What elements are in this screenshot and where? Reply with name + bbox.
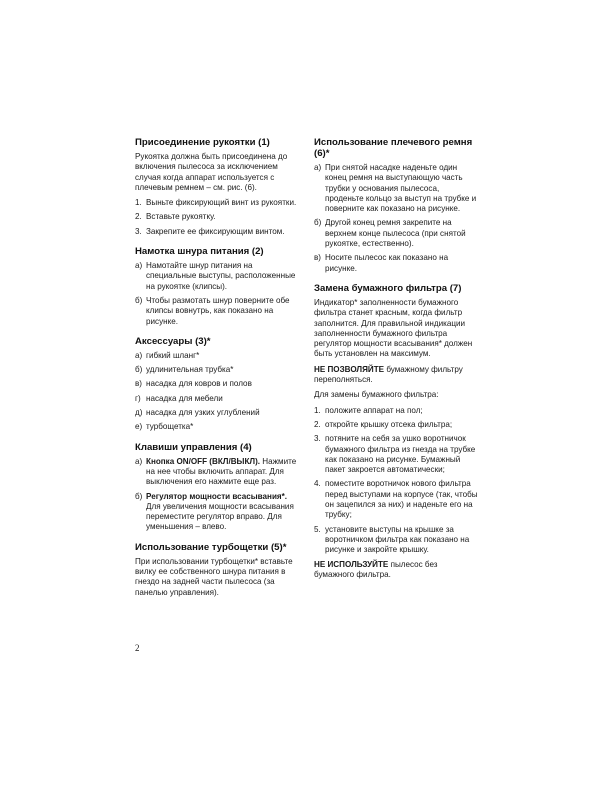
list-item	[135, 296, 302, 327]
list-marker: 4.	[314, 479, 321, 489]
section-filter-replacement	[314, 283, 478, 580]
list-item	[135, 379, 302, 389]
list-text: Другой конец ремня закрепите на верхнем конце пылесоса (при снятой рукоятке, естественно).	[325, 218, 466, 249]
lettered-list	[314, 163, 478, 274]
list-marker: в)	[135, 379, 142, 389]
paragraph: Для замены бумажного фильтра:	[314, 390, 439, 400]
paragraph: Индикатор* заполненности бумажного фильтра станет красным, когда фильтр заполнится. Для правильной индикации заполненности бумажного фильтра регулятор мощности всасывания* должен быть установлен на максимум.	[314, 297, 473, 359]
list-marker: е)	[135, 422, 143, 432]
list-text: При снятой насадке наденьте один конец ремня на выступающую часть трубки у основания пылесоса, проденьте кольцо за выступ на трубке и поверните как показано на рисунке.	[325, 163, 477, 214]
list-text: Чтобы размотать шнур поверните обе клипсы вовнутрь, как показано на рисунке.	[146, 295, 290, 326]
list-item	[314, 420, 478, 430]
list-text: потяните на себя за ушко воротничок бумажного фильтра из гнезда на трубке как показано на рисунке. Бумажный пакет закроется автоматически;	[325, 434, 476, 475]
list-item	[314, 218, 478, 249]
bold-term: НЕ ПОЗВОЛЯЙТЕ	[314, 364, 385, 374]
list-marker: а)	[135, 456, 143, 466]
numbered-list	[314, 406, 478, 556]
list-text: насадка для узких углублений	[146, 408, 260, 418]
lettered-list	[135, 261, 302, 327]
list-item	[135, 227, 302, 237]
page-number: 2	[135, 643, 140, 653]
list-text: Намотайте шнур питания на специальные выступы, расположенные на рукоятке (клипсы).	[146, 261, 296, 291]
list-text: поместите воротничок нового фильтра перед выступами на корпусе (так, чтобы он зацепился за них) и наденьте его на трубку;	[325, 479, 478, 520]
list-item	[314, 406, 478, 416]
list-marker: 2.	[135, 212, 142, 222]
list-text	[146, 492, 302, 533]
list-text: турбощетка*	[146, 422, 194, 432]
list-text: Выньте фиксирующий винт из рукоятки.	[146, 198, 297, 208]
lettered-list	[135, 351, 302, 433]
section-title: Намотка шнура питания (2)	[135, 246, 264, 258]
item-text: Для увеличения мощности всасывания переместите регулятор вправо. Для уменьшения – влево.	[146, 501, 294, 532]
section-title: Использование плечевого ремня (6)*	[314, 137, 473, 159]
section-turbobrush	[135, 542, 302, 598]
list-marker: 5.	[314, 524, 321, 534]
section-title: Клавиши управления (4)	[135, 441, 252, 453]
section-controls	[135, 442, 302, 533]
list-marker: б)	[135, 491, 143, 501]
list-marker: а)	[135, 261, 143, 271]
list-text: положите аппарат на пол;	[325, 405, 423, 415]
section-title: Замена бумажного фильтра (7)	[314, 282, 462, 294]
list-marker: д)	[135, 408, 143, 418]
lettered-list	[135, 457, 302, 533]
section-handle	[135, 137, 302, 237]
list-marker: 2.	[314, 419, 321, 429]
list-text: насадка для мебели	[146, 393, 223, 403]
section-cord	[135, 246, 302, 327]
list-text: Закрепите ее фиксирующим винтом.	[146, 226, 285, 236]
warning-text: бумажному фильтру переполняться.	[314, 364, 463, 385]
list-text: откройте крышку отсека фильтра;	[325, 419, 453, 429]
list-marker: в)	[314, 253, 321, 263]
list-item	[314, 163, 478, 214]
list-item	[135, 351, 302, 361]
list-item	[135, 261, 302, 292]
bold-term: Регулятор мощности всасывания*.	[146, 491, 288, 501]
list-item	[135, 457, 302, 488]
paragraph: Рукоятка должна быть присоединена до включения пылесоса за исключением случая когда аппарат используется с плечевым ремнем – см. рис. (6).	[135, 152, 288, 192]
list-text: Носите пылесос как показано на рисунке.	[325, 253, 449, 273]
section-shoulder-strap	[314, 137, 478, 274]
list-text: гибкий шланг*	[146, 350, 200, 360]
list-item	[135, 212, 302, 222]
list-marker: 3.	[135, 226, 142, 236]
list-marker: 1.	[135, 198, 142, 208]
section-accessories	[135, 336, 302, 433]
list-marker: а)	[135, 350, 143, 360]
list-item	[135, 422, 302, 432]
left-column	[135, 137, 302, 607]
list-item	[135, 394, 302, 404]
list-marker: б)	[135, 295, 143, 305]
item-text: Нажмите на нее чтобы включить аппарат. Для выключения его нажмите еще раз.	[146, 456, 297, 487]
list-marker: б)	[314, 218, 322, 228]
list-marker: г)	[135, 393, 141, 403]
warning-text: пылесос без бумажного фильтра.	[314, 559, 438, 579]
list-item	[314, 525, 478, 556]
numbered-list	[135, 198, 302, 237]
list-item	[314, 479, 478, 520]
list-item	[135, 365, 302, 375]
list-item	[314, 434, 478, 475]
section-title: Присоединение рукоятки (1)	[135, 137, 270, 148]
paragraph: При использовании турбощетки* вставьте вилку ее собственного шнура питания в гнездо на задней части пылесоса (за панелью управления).	[135, 556, 293, 597]
warning-paragraph	[314, 560, 478, 581]
list-text: насадка для ковров и полов	[146, 379, 252, 389]
list-marker: б)	[135, 365, 143, 375]
section-title: Аксессуары (3)*	[135, 335, 211, 347]
warning-paragraph	[314, 365, 478, 386]
list-text: установите выступы на крышке за воротничком фильтра как показано на рисунке и закройте крышку.	[325, 524, 470, 555]
bold-term: Кнопка ON/OFF (ВКЛ/ВЫКЛ).	[146, 456, 261, 466]
bold-term: НЕ ИСПОЛЬЗУЙТЕ	[314, 559, 389, 569]
right-column	[314, 137, 478, 589]
list-item	[135, 198, 302, 208]
list-text: Вставьте рукоятку.	[146, 212, 216, 222]
list-text	[146, 457, 302, 488]
list-item	[135, 408, 302, 418]
list-text: удлинительная трубка*	[146, 365, 234, 375]
section-title: Использование турбощетки (5)*	[135, 541, 287, 553]
list-marker: 3.	[314, 434, 321, 444]
list-marker: а)	[314, 163, 322, 172]
list-item	[314, 253, 478, 274]
list-marker: 1.	[314, 405, 321, 415]
list-item	[135, 492, 302, 533]
